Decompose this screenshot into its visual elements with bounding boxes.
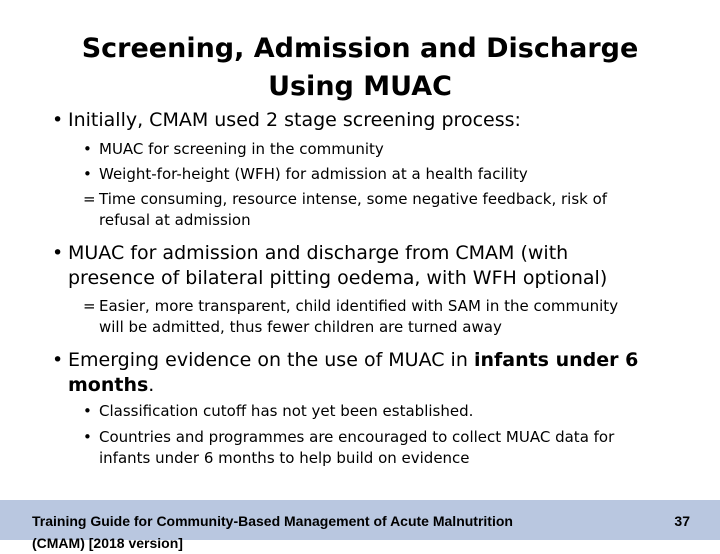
bullet-marker: • — [83, 140, 92, 158]
bullet-text: Weight-for-height (WFH) for admission at a health facility — [99, 165, 528, 183]
result-easier-transparent — [83, 296, 618, 338]
bullet-text-line-1: MUAC for admission and discharge from CMAM (with — [68, 242, 569, 264]
bullet-text-prefix: Emerging evidence on the use of MUAC in — [68, 349, 468, 371]
footer-text — [32, 510, 592, 554]
result-marker: = — [83, 297, 96, 315]
bullet-text-line-1: Countries and programmes are encouraged to collect MUAC data for — [99, 428, 615, 446]
sub-bullet-wfh-admission — [83, 164, 528, 185]
bullet-text: MUAC for screening in the community — [99, 140, 384, 158]
result-time-consuming — [83, 189, 607, 231]
bullet-text-line-2: presence of bilateral pitting oedema, with WFH optional) — [68, 267, 608, 289]
result-text-line-2: refusal at admission — [99, 211, 251, 229]
bullet-marker: • — [83, 402, 92, 420]
bullet-text-line-2: infants under 6 months to help build on evidence — [99, 449, 470, 467]
bullet-marker: • — [52, 109, 64, 131]
footer-bar — [0, 500, 720, 551]
sub-bullet-muac-community — [83, 139, 384, 160]
bullet-muac-admission-discharge — [52, 241, 607, 291]
title-line-2: Using MUAC — [268, 71, 452, 102]
bullet-text: Initially, CMAM used 2 stage screening process: — [68, 109, 521, 131]
bullet-initial-screening — [52, 108, 521, 133]
bullet-text: Classification cutoff has not yet been established. — [99, 402, 474, 420]
sub-bullet-collect-data — [83, 427, 614, 469]
bullet-text-bold: infants under 6 — [473, 349, 639, 371]
sub-bullet-cutoff — [83, 401, 473, 422]
result-text-line-1: Easier, more transparent, child identified with SAM in the community — [99, 297, 619, 315]
slide-title — [40, 30, 680, 106]
bullet-emerging-evidence — [52, 348, 638, 398]
footer-text-line-1: Training Guide for Community-Based Management of Acute Malnutrition — [32, 513, 513, 529]
bullet-text-suffix: . — [148, 374, 155, 396]
page-number: 37 — [674, 513, 690, 529]
bullet-marker: • — [52, 349, 64, 371]
result-text-line-1: Time consuming, resource intense, some negative feedback, risk of — [99, 190, 608, 208]
bullet-marker: • — [83, 165, 92, 183]
result-marker: = — [83, 190, 96, 208]
bullet-marker: • — [52, 242, 64, 264]
bullet-text-bold-continued: months — [68, 374, 149, 396]
result-text-line-2: will be admitted, thus fewer children are turned away — [99, 318, 502, 336]
title-line-1: Screening, Admission and Discharge — [81, 33, 639, 64]
bullet-marker: • — [83, 428, 92, 446]
footer-text-line-2: (CMAM) [2018 version] — [32, 535, 183, 551]
